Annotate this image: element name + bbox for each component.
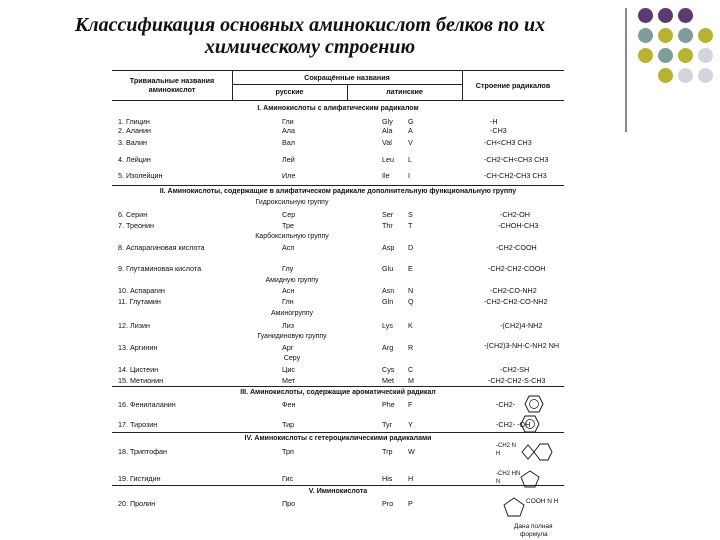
header-bottom-rule	[112, 100, 564, 101]
row-5-name: 5. Изолейцин	[118, 171, 163, 180]
row-15-formula: -CH2-CH2-S-CH3	[488, 376, 546, 385]
row-5-ru: Иле	[282, 171, 296, 180]
row-10-lat: Asn	[382, 286, 395, 295]
row-9-lat: Glu	[382, 264, 394, 273]
row-15-name: 15. Метионин	[118, 376, 164, 385]
row-16-name: 16. Фенилаланин	[118, 400, 176, 409]
row-8-formula: -CH2-COOH	[496, 243, 537, 252]
row-20-formula: COOH N H	[526, 498, 559, 505]
decor-dot	[678, 28, 693, 43]
header-russian: русские	[275, 87, 304, 96]
row-18-formula: -CH2 N H	[496, 443, 517, 457]
section-5-rule	[112, 485, 564, 486]
title-line-1: Классификация основных аминокислот белков по их	[74, 14, 546, 36]
row-7-code: T	[408, 221, 413, 230]
row-15-ru: Мет	[282, 376, 296, 385]
slide-title	[10, 14, 610, 58]
row-7-formula: -CHOH-CH3	[498, 221, 539, 230]
sub-sulfur: Серу	[283, 355, 301, 362]
row-6-code: S	[408, 210, 413, 219]
row-13-name: 13. Аргинин	[118, 343, 158, 352]
decor-dot	[678, 8, 693, 23]
row-10-code: N	[408, 286, 414, 295]
row-16-code: F	[408, 400, 413, 409]
row-5-formula: -CH-CH2-CH3 CH3	[484, 171, 547, 180]
section-3: III. Аминокислоты, содержащие ароматический радикал	[240, 389, 436, 396]
table-top-rule	[112, 70, 564, 71]
row-11-ru: Глн	[282, 297, 294, 306]
row-16-lat: Phe	[382, 400, 395, 409]
row-3-name: 3. Валин	[118, 138, 147, 147]
row-7-name: 7. Треонин	[118, 221, 154, 230]
note-line-1: Дана полная	[514, 523, 553, 530]
decor-dot	[638, 8, 653, 23]
decor-dot	[658, 8, 673, 23]
header-trivial: Тривиальные названия аминокислот	[129, 76, 215, 94]
section-2: II. Аминокислоты, содержащие в алифатическом радикале дополнительную функциональную группу	[159, 188, 517, 195]
row-17-ru: Тир	[282, 420, 295, 429]
header-latin: латинские	[386, 87, 423, 96]
header-structure: Строение радикалов	[475, 81, 551, 90]
row-12-ru: Лиз	[282, 321, 295, 330]
row-5-lat: Ile	[382, 171, 390, 180]
row-1-code: G	[408, 117, 414, 126]
row-10-ru: Асн	[282, 286, 295, 295]
title-line-2: химическому строению	[204, 36, 416, 58]
row-19-lat: His	[382, 474, 393, 483]
section-5: V. Иминокислота	[308, 488, 368, 495]
row-6-ru: Сер	[282, 210, 296, 219]
row-17-code: Y	[408, 420, 413, 429]
row-14-code: C	[408, 365, 414, 374]
section-1: I. Аминокислоты с алифатическим радикалом	[257, 105, 419, 112]
benzene-ring-icon	[524, 395, 544, 413]
pyrrolidine-ring-icon	[502, 496, 526, 518]
row-7-ru: Тре	[282, 221, 294, 230]
sub-carboxyl: Карбоксильную группу	[255, 233, 329, 240]
row-1-lat: Gly	[382, 117, 393, 126]
row-19-ru: Гис	[282, 474, 294, 483]
row-3-code: V	[408, 138, 413, 147]
row-2-code: A	[408, 126, 413, 135]
row-8-ru: Асп	[282, 243, 295, 252]
row-15-lat: Met	[382, 376, 394, 385]
decor-dot	[698, 28, 713, 43]
row-9-name: 9. Глутаминовая кислота	[118, 264, 202, 273]
row-2-ru: Ала	[282, 126, 295, 135]
row-15-code: M	[408, 376, 414, 385]
row-12-formula: -(CH2)4-NH2	[500, 321, 543, 330]
phenol-ring-icon	[520, 415, 540, 433]
decor-dot	[658, 28, 673, 43]
row-18-ru: Трп	[282, 447, 294, 456]
row-3-formula: -CH<CH3 CH3	[484, 138, 532, 147]
row-2-formula: -CH3	[490, 126, 507, 135]
decor-dot	[678, 48, 693, 63]
row-9-formula: -CH2-CH2-COOH	[488, 264, 546, 273]
row-4-formula: -CH2-CH<CH3 CH3	[484, 155, 549, 164]
row-18-code: W	[408, 447, 415, 456]
row-5-code: I	[408, 171, 410, 180]
row-4-lat: Leu	[382, 155, 394, 164]
row-13-formula: -(CH2)3-NH-C-NH2 NH	[484, 341, 560, 350]
row-10-formula: -CH2-CO-NH2	[490, 286, 537, 295]
row-20-lat: Pro	[382, 499, 394, 508]
header-abbrev: Сокращённые названия	[304, 73, 390, 82]
row-2-lat: Ala	[382, 126, 393, 135]
row-20-code: P	[408, 499, 413, 508]
row-8-lat: Asp	[382, 243, 395, 252]
row-14-lat: Cys	[382, 365, 395, 374]
row-3-lat: Val	[382, 138, 392, 147]
row-19-formula: -CH2 HN N	[496, 471, 521, 485]
row-12-code: K	[408, 321, 413, 330]
row-14-ru: Цис	[282, 365, 295, 374]
decor-vertical-line	[625, 8, 627, 132]
row-19-name: 19. Гистидин	[118, 474, 161, 483]
row-14-formula: -CH2-SH	[500, 365, 530, 374]
row-20-name: 20. Пролин	[118, 499, 156, 508]
row-11-name: 11. Глутамин	[118, 297, 161, 306]
row-13-ru: Арг	[282, 343, 294, 352]
row-6-lat: Ser	[382, 210, 394, 219]
amino-acid-table	[112, 70, 564, 540]
row-16-ru: Фен	[282, 400, 296, 409]
row-13-lat: Arg	[382, 343, 394, 352]
sub-guanidine: Гуанидиновую группу	[257, 333, 327, 340]
row-1-formula: -H	[490, 117, 498, 126]
note-line-2: формула	[520, 531, 548, 538]
row-2-name: 2. Аланин	[118, 126, 151, 135]
sub-amino: Аминогруппу	[270, 310, 314, 317]
row-9-code: E	[408, 264, 413, 273]
row-19-code: H	[408, 474, 414, 483]
row-17-formula: -CH2- -OH	[496, 420, 531, 429]
row-11-formula: -CH2-CH2-CO-NH2	[484, 297, 548, 306]
decor-dot	[638, 28, 653, 43]
section-3-rule	[112, 386, 564, 387]
row-17-name: 17. Тирозин	[118, 420, 158, 429]
row-3-ru: Вал	[282, 138, 295, 147]
row-6-formula: -CH2-OH	[500, 210, 530, 219]
sub-amide: Амидную группу	[265, 277, 319, 284]
sub-hydroxyl: Гидроксильную группу	[255, 199, 329, 206]
section-4: IV. Аминокислоты с гетероциклическими радикалами	[244, 435, 432, 442]
row-16-formula: -CH2-	[496, 400, 516, 409]
decor-dot	[658, 48, 673, 63]
row-1-ru: Гли	[282, 117, 294, 126]
row-8-code: D	[408, 243, 414, 252]
row-17-lat: Tyr	[382, 420, 392, 429]
row-18-name: 18. Триптофан	[118, 447, 167, 456]
section-4-rule	[112, 432, 564, 433]
row-4-name: 4. Лейцин	[118, 155, 151, 164]
decor-dot	[638, 48, 653, 63]
row-6-name: 6. Серин	[118, 210, 148, 219]
section-2-rule	[112, 185, 564, 186]
row-4-ru: Лей	[282, 155, 295, 164]
row-11-lat: Gln	[382, 297, 394, 306]
row-4-code: L	[408, 155, 412, 164]
decor-dot	[658, 68, 673, 83]
row-13-code: R	[408, 343, 414, 352]
row-20-ru: Про	[282, 499, 296, 508]
row-1-name: 1. Глицин	[118, 117, 150, 126]
row-9-ru: Глу	[282, 264, 294, 273]
row-14-name: 14. Цистеин	[118, 365, 159, 374]
row-11-code: Q	[408, 297, 414, 306]
decor-dot	[678, 68, 693, 83]
row-12-lat: Lys	[382, 321, 393, 330]
row-10-name: 10. Аспарагин	[118, 286, 165, 295]
indole-ring-icon	[520, 442, 554, 462]
row-8-name: 8. Аспарагиновая кислота	[118, 243, 205, 252]
row-12-name: 12. Лизин	[118, 321, 150, 330]
row-7-lat: Thr	[382, 221, 393, 230]
decor-dot	[698, 68, 713, 83]
row-18-lat: Trp	[382, 447, 393, 456]
decor-dot	[698, 48, 713, 63]
